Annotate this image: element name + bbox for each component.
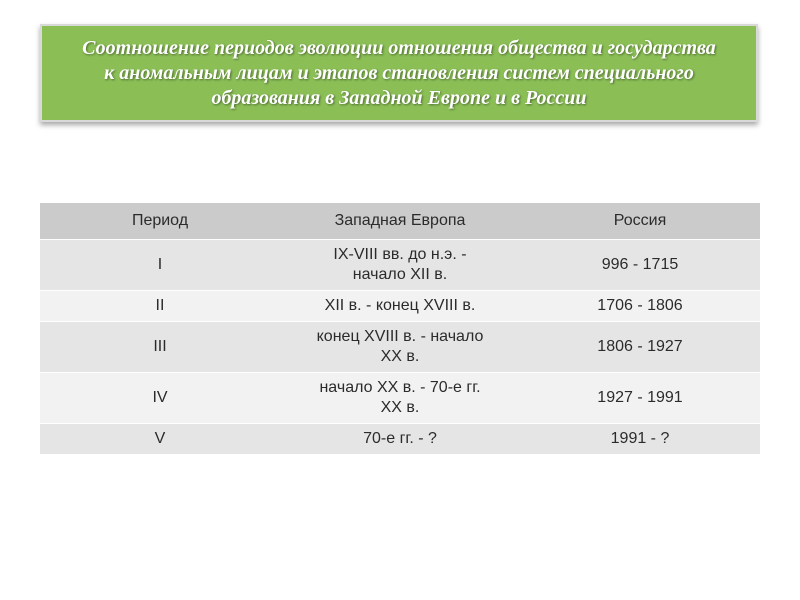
cell-europe-line1: XII в. - конец XVIII в.: [324, 297, 476, 314]
header-russia: Россия: [520, 203, 760, 240]
cell-europe-line2: XX в.: [380, 348, 420, 365]
cell-europe-line1: конец XVIII в. - начало: [316, 328, 484, 345]
cell-russia: 996 - 1715: [520, 240, 760, 291]
cell-europe: [280, 424, 520, 455]
title-line-2: к аномальным лицам и этапов становления систем специального: [104, 61, 694, 84]
title-line-3: образования в Западной Европе и в России: [211, 86, 587, 109]
table-row: [40, 322, 760, 373]
table-header-row: [40, 203, 760, 240]
cell-russia: 1927 - 1991: [520, 373, 760, 424]
periods-table-container: [40, 203, 760, 455]
title-banner: [40, 24, 758, 122]
cell-period: IV: [40, 373, 280, 424]
table-row: [40, 240, 760, 291]
cell-period: V: [40, 424, 280, 455]
header-period: Период: [40, 203, 280, 240]
slide-title: [74, 36, 724, 111]
table-row: [40, 424, 760, 455]
table-row: [40, 291, 760, 322]
table-row: [40, 373, 760, 424]
cell-europe: [280, 322, 520, 373]
cell-europe: [280, 240, 520, 291]
title-line-1: Соотношение периодов эволюции отношения общества и государства: [82, 36, 716, 59]
cell-russia: 1991 - ?: [520, 424, 760, 455]
cell-russia: 1706 - 1806: [520, 291, 760, 322]
header-western-europe: Западная Европа: [280, 203, 520, 240]
cell-europe: [280, 373, 520, 424]
cell-europe: [280, 291, 520, 322]
cell-period: II: [40, 291, 280, 322]
cell-period: III: [40, 322, 280, 373]
periods-table: [40, 203, 760, 455]
cell-europe-line1: 70-е гг. - ?: [363, 430, 437, 447]
cell-europe-line1: начало XX в. - 70-е гг.: [319, 379, 481, 396]
cell-russia: 1806 - 1927: [520, 322, 760, 373]
cell-europe-line2: начало XII в.: [352, 266, 448, 283]
cell-period: I: [40, 240, 280, 291]
cell-europe-line1: IX-VIII вв. до н.э. -: [333, 246, 467, 263]
cell-europe-line2: XX в.: [380, 399, 420, 416]
